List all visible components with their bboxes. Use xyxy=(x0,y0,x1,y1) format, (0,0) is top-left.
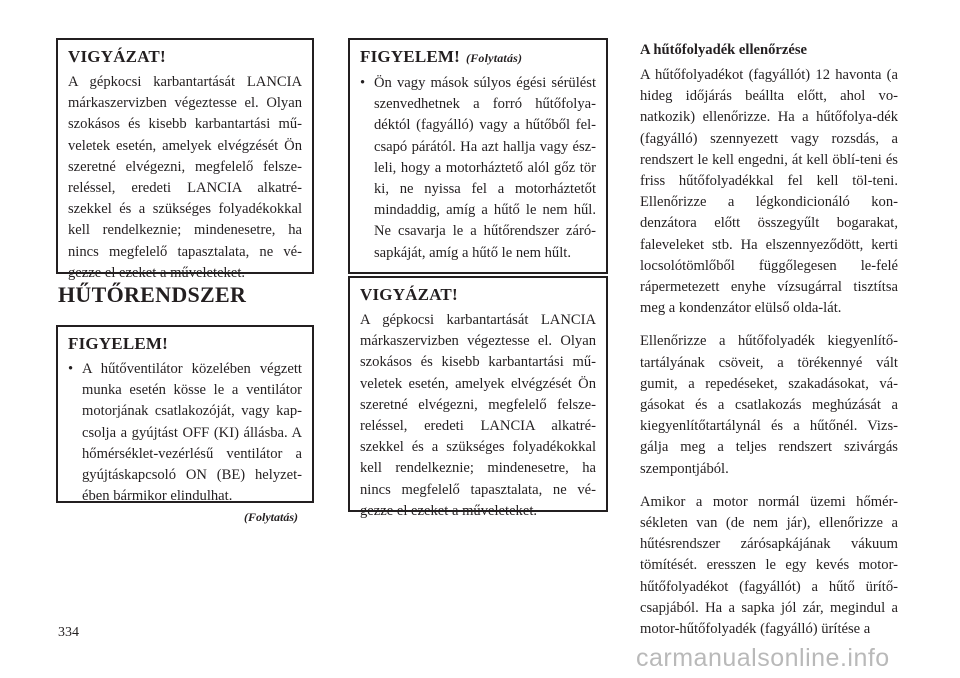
caution-box-1 xyxy=(56,325,314,503)
watermark: carmanualsonline.info xyxy=(636,644,890,672)
paragraph-2: Ellenőrizze a hűtőfolyadék kiegyenlítő-tartályának csöveit, a törékennyé vált gumit, a repedéseket, szakadásokat, vá-gásokat és a csatlakozás meghúzását a kiegyenlítőtartálynál és a hűtőnél. Vizs-gálja meg a teljes rendszert szivárgás szempontjából. xyxy=(640,333,898,477)
warning-text: A gépkocsi karbantartását LANCIA márkaszervizben végeztesse el. Olyan szokásos és kisebb karbantartási mű-veletek esetén, amelyek elvégzését Ön szeretné elvégezni, megfelelő felsze-reléssel, eredeti LANCIA alkatré-szekkel és a szükséges folyadékokkal kell rendelkeznie; mindenesetre, ha nincs megfelelő tapasztalata, ne vé-gezze el ezeket a műveleteket. xyxy=(360,312,596,519)
coolant-check-heading: A hűtőfolyadék ellenőrzése xyxy=(640,42,808,58)
warning-box-1 xyxy=(56,38,314,281)
bullet-marker: • xyxy=(360,75,366,91)
paragraph-1: A hűtőfolyadékot (fagyállót) 12 havonta (a hideg időjárás beállta előtt, ahol vo-natkozik) ellenőrizze. Ha a hűtőfolya-dék (fagyálló) szennyezett vagy rozsdás, a rendszert le kell engedni, át kell öblí-teni és friss hűtőfolyadékkal fel kell töl-teni. Ellenőrizze a légkondicionáló kon-denzátora előtt összegyűlt bogarakat, faleveleket stb. Ha elszennyeződött, kerti locsolótömlőből függőlegesen le-felé rápermetezett enyhe vízsugárral tisztítsa meg a kondenzátor elülső olda-lát. xyxy=(640,67,898,317)
paragraph-3: Amikor a motor normál üzemi hőmér-sékleten van (de nem jár), ellenőrizze a hűtésrendszer zárósapkájának vákuum tömítését. eresszen le egy kevés motor-hűtőfolyadékot (fagyállót) a hűtő ürítő-csapjából. Ha a sapka jól zár, megindul a motor-hűtőfolyadék (fagyálló) ürítése a xyxy=(640,493,898,638)
warning-text: A gépkocsi karbantartását LANCIA márkaszervizben végeztesse el. Olyan szokásos és kisebb karbantartási mű-veletek esetén, amelyek elvégzését Ön szeretné elvégezni, megfelelő felsze-reléssel, eredeti LANCIA alkatré-szekkel és a szükséges folyadékokkal kell rendelkeznie; mindenesetre, ha nincs megfelelő tapasztalata, ne vé-gezze el ezeket a műveleteket. xyxy=(68,74,302,281)
caution-bullet-item xyxy=(68,359,302,507)
caution-text: A hűtőventilátor közelében végzett munka esetén kösse le a ventilátor motorjának csatlakozóját, vagy kap-csolja a gyújtást OFF (KI) állásba. A hőmérséklet-vezérlésű ventilátor a gyújtáskapcsoló ON (BE) helyzet-ében bármikor elindulhat. xyxy=(82,361,302,505)
warning-title: VIGYÁZAT! xyxy=(68,47,166,66)
caution-title-continued xyxy=(360,46,596,69)
continued-label: (Folytatás) xyxy=(244,510,298,524)
bullet-marker: • xyxy=(68,361,74,377)
caution-bullet-item xyxy=(360,73,596,264)
caution-title-suffix: (Folytatás) xyxy=(466,51,523,65)
warning-title: VIGYÁZAT! xyxy=(360,285,458,304)
caution-text: Ön vagy mások súlyos égési sérülést szenvedhetnek a forró hűtőfolya-déktól (fagyálló) vagy a hűtőből fel-csapó párától. Ha azt hallja vagy ész-leli, hogy a motorháztető alól gőz tör ki, ne nyissa fel a motorháztetőt mindaddig, amíg a hűtő le nem hűl. Ne csavarja le a hűtőrendszer záró-sapkáját, amíg a hűtő le nem hűlt. xyxy=(374,75,596,261)
right-column xyxy=(640,40,898,652)
caution-title: FIGYELEM! xyxy=(68,334,169,353)
page-number: 334 xyxy=(58,625,79,640)
section-heading: HŰTŐRENDSZER xyxy=(58,282,247,307)
caution-box-2 xyxy=(348,38,608,274)
warning-box-2 xyxy=(348,276,608,519)
caution-title-text: FIGYELEM! xyxy=(360,47,461,66)
